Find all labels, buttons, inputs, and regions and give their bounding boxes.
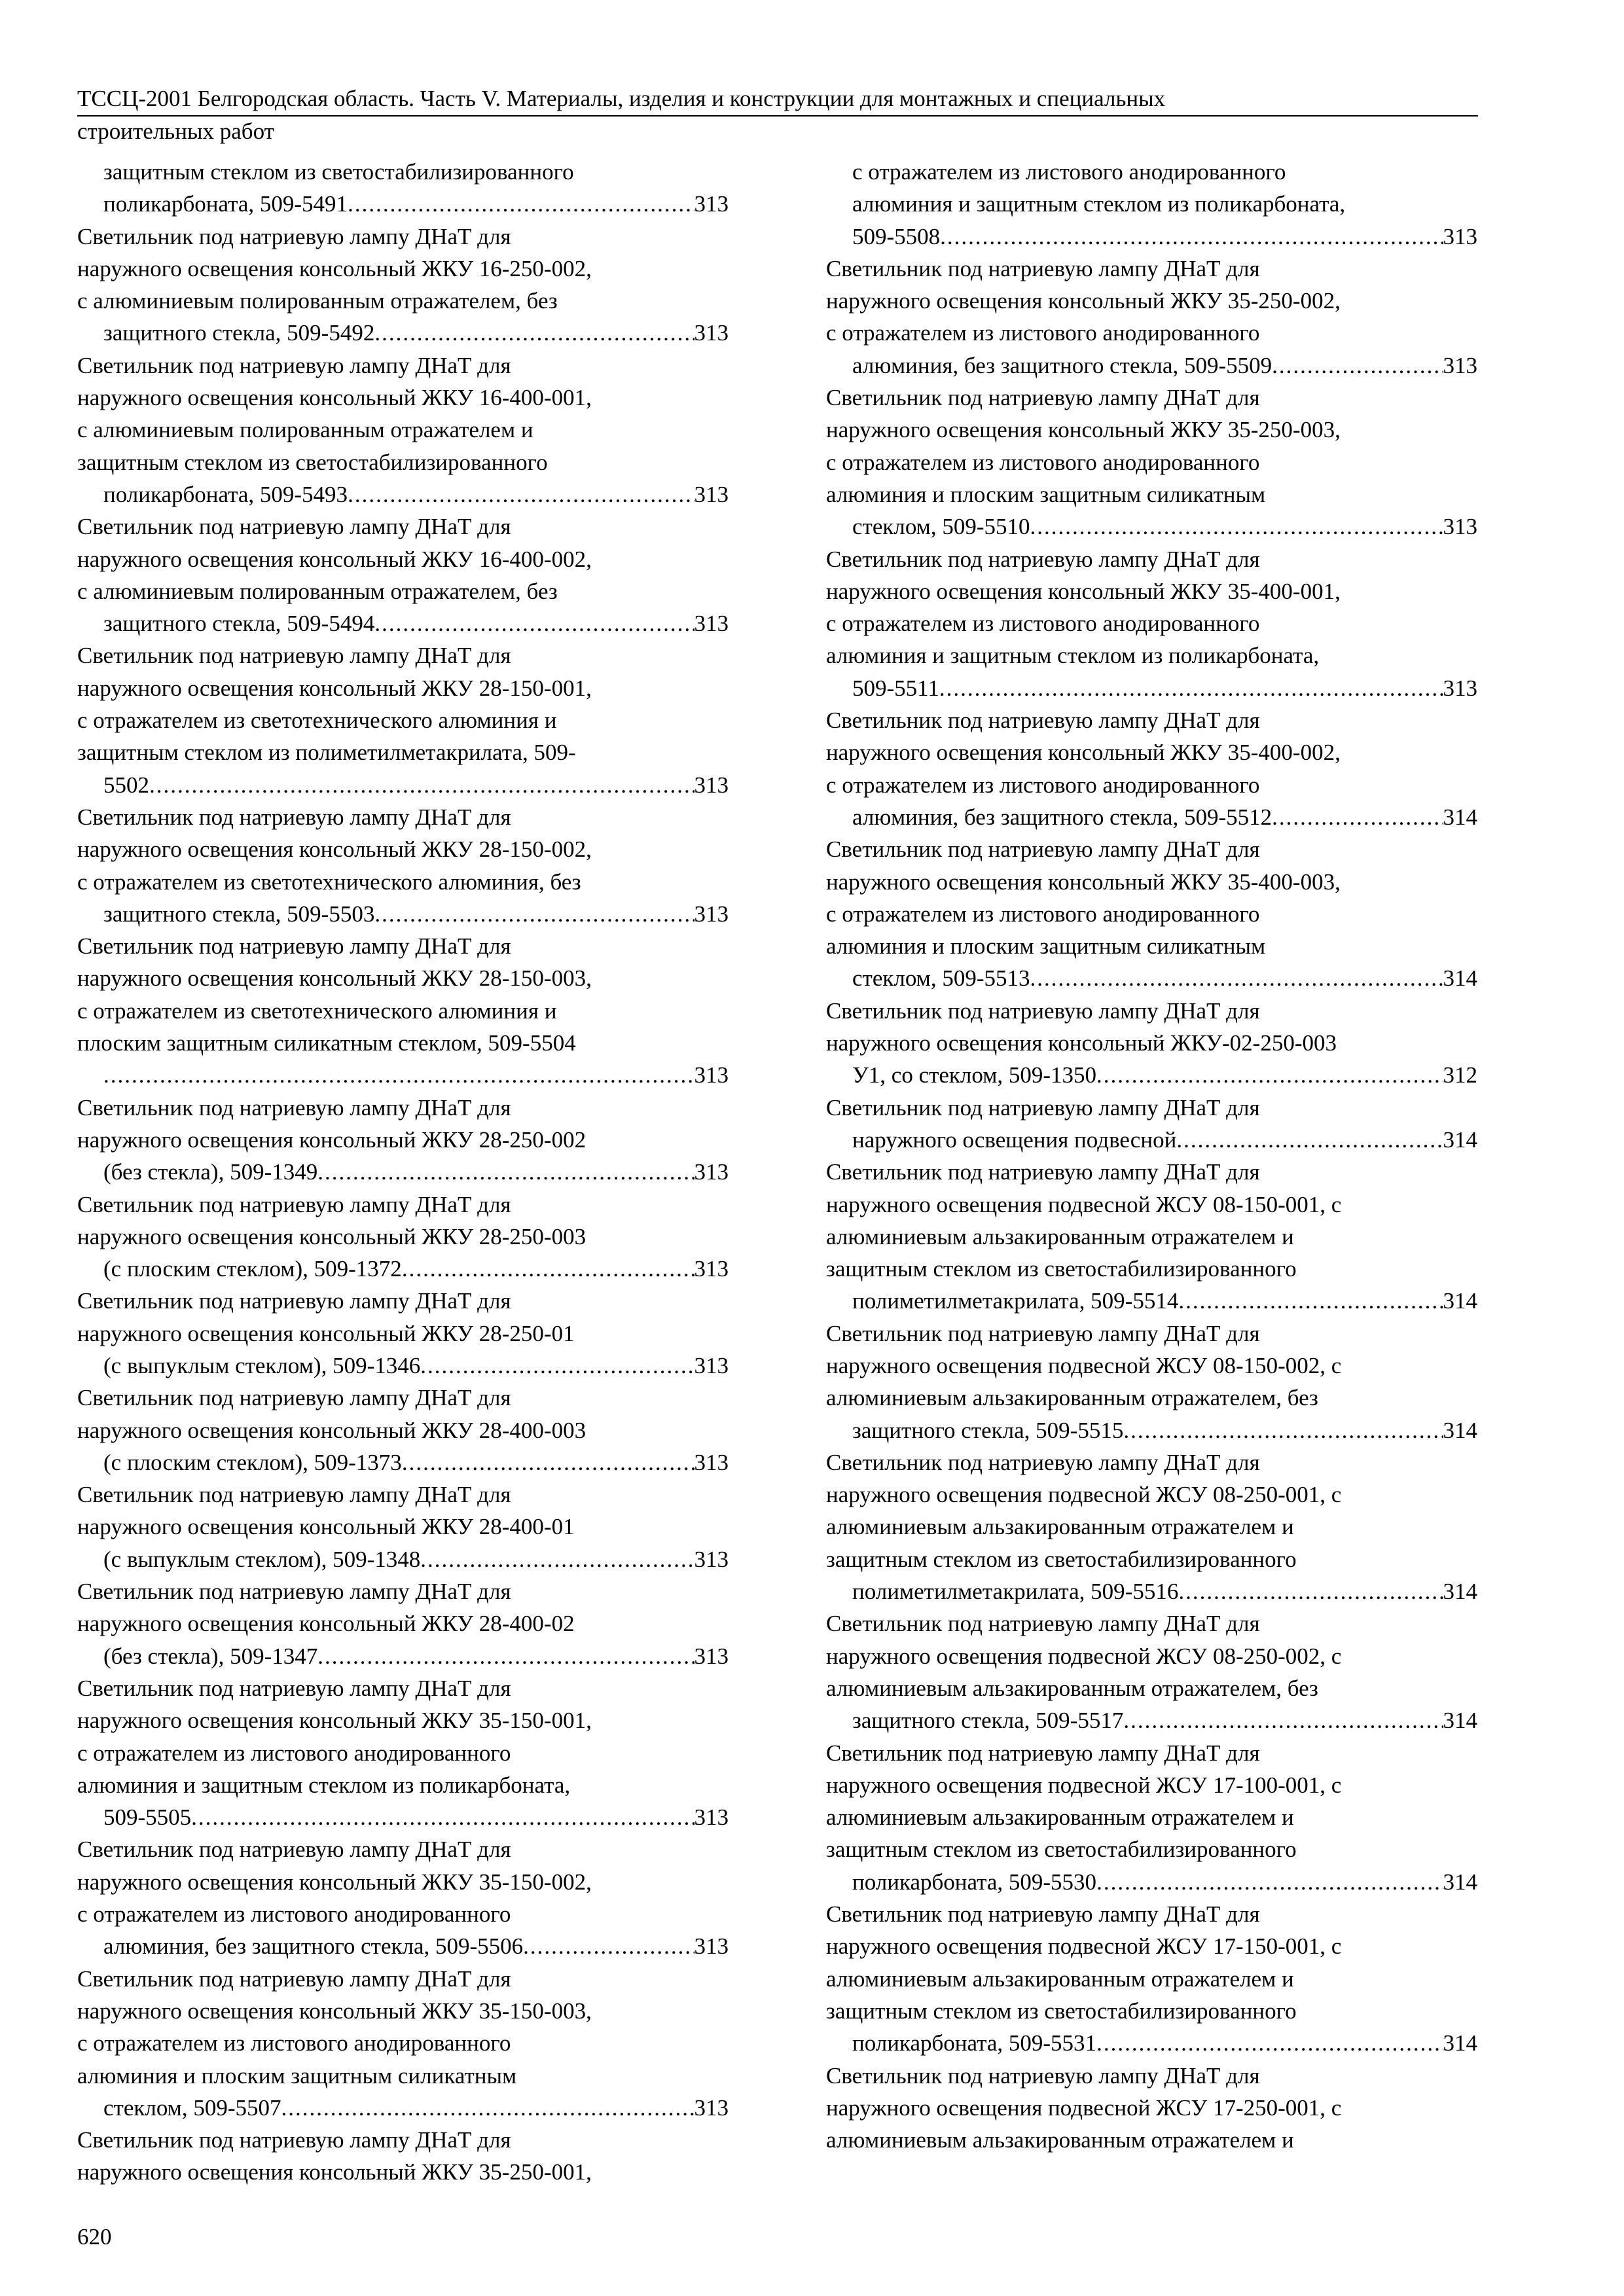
entry-page-number: 313 [694, 1933, 729, 1960]
index-entry [77, 221, 729, 350]
entry-last-text: полиметилметакрилата, 509-5516 [852, 1579, 1179, 1605]
entry-last-text: (с выпуклым стеклом), 509-1346 [103, 1352, 421, 1378]
index-entry [826, 543, 1477, 704]
entry-last-line [852, 1059, 1477, 1091]
entry-text-line: наружного освещения подвесной ЖСУ 08-250-001, с [826, 1482, 1342, 1508]
index-entry [826, 382, 1477, 543]
entry-last-text: 5502 [103, 772, 149, 798]
entry-last-text: стеклом, 509-5510 [852, 514, 1030, 540]
entry-last-line [103, 188, 729, 220]
index-entry [826, 995, 1477, 1092]
index-entry [77, 1479, 729, 1575]
entry-text-line: алюминиевым альзакированным отражателем, без [826, 1385, 1318, 1411]
entry-text-line: Светильник под натриевую лампу ДНаТ для [826, 255, 1260, 281]
entry-page-number: 313 [694, 1804, 729, 1831]
index-entry [826, 1318, 1477, 1446]
entry-page-number: 313 [694, 901, 729, 927]
page-header [77, 84, 1478, 147]
dot-leader [149, 769, 695, 801]
entry-last-text: поликарбоната, 509-5493 [103, 481, 348, 507]
entry-last-text: поликарбоната, 509-5530 [852, 1869, 1097, 1895]
entry-last-line [852, 1124, 1477, 1156]
index-entry [77, 1092, 729, 1189]
dot-leader [1178, 1575, 1443, 1607]
entry-page-number: 313 [694, 611, 729, 637]
entry-last-line [852, 672, 1477, 704]
entry-page-number: 313 [694, 1546, 729, 1572]
entry-last-text: (с плоским стеклом), 509-1372 [103, 1256, 402, 1282]
entry-page-number: 314 [1443, 1288, 1477, 1314]
entry-text-line: Светильник под натриевую лампу ДНаТ для [77, 804, 511, 830]
entry-text-line: Светильник под натриевую лампу ДНаТ для [77, 1965, 511, 1992]
dot-leader [317, 1640, 694, 1672]
entry-page-number: 313 [694, 2094, 729, 2121]
index-entry [826, 1446, 1477, 1607]
entry-text-line: наружного освещения консольный ЖКУ 28-400-02 [77, 1611, 575, 1637]
entry-last-text: (с выпуклым стеклом), 509-1348 [103, 1546, 421, 1572]
dot-leader [420, 1543, 694, 1575]
entry-text-line: наружного освещения консольный ЖКУ-02-250-003 [826, 1030, 1337, 1056]
entry-text-line: с отражателем из светотехнического алюминия, без [77, 869, 581, 895]
entry-text-line: наружного освещения консольный ЖКУ 28-400-01 [77, 1514, 575, 1540]
entry-last-line [852, 962, 1477, 994]
entry-last-line [852, 1575, 1477, 1607]
entry-page-number: 313 [694, 1643, 729, 1669]
entry-text-line: алюминиевым альзакированным отражателем и [826, 1223, 1294, 1249]
entry-text-line: Светильник под натриевую лампу ДНаТ для [77, 1675, 511, 1701]
entry-text-line: защитным стеклом из светостабилизированного [826, 1837, 1297, 1863]
entry-last-text: защитного стекла, 509-5494 [103, 611, 375, 637]
entry-text-line: наружного освещения консольный ЖКУ 35-150-001, [77, 1708, 592, 1734]
entry-text-line: защитным стеклом из светостабилизированного [826, 1998, 1297, 2024]
index-entry [77, 801, 729, 930]
entry-text-line: алюминия и плоским защитным силикатным [826, 481, 1266, 507]
entry-last-text: защитного стекла, 509-5517 [852, 1708, 1124, 1734]
entry-text-line: с отражателем из листового анодированного [852, 159, 1286, 185]
index-entry [826, 156, 1477, 253]
entry-text-line: Светильник под натриевую лампу ДНаТ для [77, 223, 511, 249]
index-entry [826, 2060, 1477, 2157]
entry-text-line: Светильник под натриевую лампу ДНаТ для [826, 1094, 1260, 1121]
entry-last-text: защитного стекла, 509-5515 [852, 1417, 1124, 1443]
entry-last-line [852, 801, 1477, 833]
entry-last-text: алюминия, без защитного стекла, 509-5509 [852, 352, 1272, 378]
entry-text-line: Светильник под натриевую лампу ДНаТ для [77, 1579, 511, 1605]
entry-text-line: Светильник под натриевую лампу ДНаТ для [77, 643, 511, 669]
entry-page-number: 314 [1443, 1869, 1477, 1895]
dot-leader [1272, 801, 1443, 833]
entry-text-line: Светильник под натриевую лампу ДНаТ для [826, 1320, 1260, 1346]
entry-last-line [103, 2092, 729, 2124]
entry-text-line: наружного освещения консольный ЖКУ 28-250-002 [77, 1126, 586, 1153]
entry-page-number: 314 [1443, 804, 1477, 830]
entry-last-text: алюминия, без защитного стекла, 509-5512 [852, 804, 1272, 830]
index-entry [826, 253, 1477, 382]
entry-last-line [852, 1414, 1477, 1446]
entry-text-line: Светильник под натриевую лампу ДНаТ для [77, 1288, 511, 1314]
dot-leader [281, 2092, 694, 2124]
entry-text-line: Светильник под натриевую лампу ДНаТ для [77, 514, 511, 540]
entry-last-text: защитного стекла, 509-5503 [103, 901, 375, 927]
entry-text-line: наружного освещения консольный ЖКУ 35-250-002, [826, 288, 1341, 314]
entry-text-line: алюминиевым альзакированным отражателем и [826, 1965, 1294, 1992]
dot-leader [402, 1446, 695, 1479]
entry-page-number: 314 [1443, 1579, 1477, 1605]
entry-page-number: 314 [1443, 1708, 1477, 1734]
entry-page-number: 313 [1443, 352, 1477, 378]
entry-text-line: наружного освещения консольный ЖКУ 35-150-002, [77, 1869, 592, 1895]
entry-last-text: (без стекла), 509-1349 [103, 1159, 318, 1185]
entry-page-number: 313 [694, 1352, 729, 1378]
entry-text-line: с отражателем из листового анодированного [77, 1901, 511, 1928]
entry-text-line: алюминия и плоским защитным силикатным [826, 933, 1266, 960]
dot-leader [1030, 511, 1443, 543]
dot-leader [1096, 1866, 1443, 1898]
entry-text-line: наружного освещения подвесной ЖСУ 17-100-001, с [826, 1772, 1342, 1798]
index-entry [826, 1737, 1477, 1898]
index-entry [77, 930, 729, 1091]
entry-text-line: защитным стеклом из светостабилизированного [826, 1256, 1297, 1282]
entry-page-number: 314 [1443, 1417, 1477, 1443]
index-entry [826, 1092, 1477, 1157]
entry-text-line: Светильник под натриевую лампу ДНаТ для [77, 1482, 511, 1508]
entry-text-line: наружного освещения консольный ЖКУ 16-250-002, [77, 255, 592, 281]
entry-text-line: наружного освещения подвесной ЖСУ 17-150-001, с [826, 1933, 1342, 1960]
dot-leader [523, 1930, 694, 1962]
entry-text-line: алюминия и защитным стеклом из поликарбоната, [77, 1772, 571, 1798]
entry-last-line [103, 607, 729, 639]
entry-text-line: наружного освещения консольный ЖКУ 16-400-002, [77, 546, 592, 572]
entry-last-text: 509-5511 [852, 675, 939, 701]
entry-last-text: защитного стекла, 509-5492 [103, 320, 375, 346]
entry-text-line: с отражателем из листового анодированного [826, 772, 1260, 798]
entry-text-line: с алюминиевым полированным отражателем и [77, 417, 533, 443]
entry-last-line [103, 769, 729, 801]
dot-leader [348, 188, 694, 220]
entry-last-line [103, 317, 729, 349]
dot-leader [420, 1350, 694, 1382]
index-entry [826, 1156, 1477, 1317]
dot-leader [1178, 1285, 1443, 1317]
entry-page-number: 313 [1443, 223, 1477, 249]
index-entry [77, 1382, 729, 1479]
entry-text-line: наружного освещения подвесной ЖСУ 08-150-002, с [826, 1352, 1342, 1378]
entry-page-number: 313 [694, 1062, 729, 1088]
entry-text-line: наружного освещения консольный ЖКУ 16-400-001, [77, 385, 592, 411]
entry-text-line: наружного освещения консольный ЖКУ 35-150-003, [77, 1998, 592, 2024]
entry-last-text: полиметилметакрилата, 509-5514 [852, 1288, 1179, 1314]
entry-text-line: с отражателем из светотехнического алюминия и [77, 997, 557, 1024]
entry-text-line: с отражателем из листового анодированного [77, 1740, 511, 1766]
index-entry [826, 704, 1477, 833]
dot-leader [374, 898, 694, 930]
entry-last-text: (без стекла), 509-1347 [103, 1643, 318, 1669]
index-entry [77, 1672, 729, 1833]
entry-text-line: Светильник под натриевую лампу ДНаТ для [77, 2127, 511, 2153]
entry-text-line: с отражателем из светотехнического алюминия и [77, 708, 557, 734]
entry-page-number: 314 [1443, 965, 1477, 992]
index-entry [77, 511, 729, 639]
entry-last-line [103, 1156, 729, 1188]
dot-leader [191, 1801, 694, 1833]
entry-last-line [103, 1801, 729, 1833]
index-entry [77, 156, 729, 221]
entry-page-number: 313 [694, 191, 729, 217]
entry-last-line [103, 1253, 729, 1285]
entry-text-line: наружного освещения консольный ЖКУ 35-250-003, [826, 417, 1341, 443]
entry-text-line: наружного освещения консольный ЖКУ 35-400-002, [826, 740, 1341, 766]
entry-last-line [103, 1446, 729, 1479]
entry-text-line: Светильник под натриевую лампу ДНаТ для [77, 933, 511, 960]
entry-page-number: 314 [1443, 1126, 1477, 1153]
entry-text-line: Светильник под натриевую лампу ДНаТ для [77, 1385, 511, 1411]
entry-text-line: защитным стеклом из светостабилизированного [77, 449, 548, 475]
entry-last-line [103, 1930, 729, 1962]
entry-text-line: Светильник под натриевую лампу ДНаТ для [826, 708, 1260, 734]
entry-text-line: наружного освещения консольный ЖКУ 28-150-002, [77, 836, 592, 863]
entry-text-line: наружного освещения консольный ЖКУ 35-400-001, [826, 578, 1341, 604]
entry-last-line [103, 1543, 729, 1575]
entry-text-line: наружного освещения консольный ЖКУ 35-250-001, [77, 2159, 592, 2185]
entry-last-line [852, 1866, 1477, 1898]
index-entry [77, 1833, 729, 1962]
index-entry [77, 1285, 729, 1382]
entry-text-line: Светильник под натриевую лампу ДНаТ для [826, 1901, 1260, 1928]
entry-last-text: стеклом, 509-5513 [852, 965, 1030, 992]
entry-text-line: Светильник под натриевую лампу ДНаТ для [826, 997, 1260, 1024]
dot-leader [103, 1059, 695, 1091]
dot-leader [1272, 350, 1443, 382]
entry-last-line [852, 2027, 1477, 2059]
index-entry [77, 639, 729, 800]
entry-last-line [852, 350, 1477, 382]
index-entry [826, 1898, 1477, 2059]
entry-last-line [103, 1350, 729, 1382]
index-entry [77, 350, 729, 511]
index-entry [77, 1189, 729, 1285]
entry-page-number: 313 [1443, 514, 1477, 540]
entry-text-line: Светильник под натриевую лампу ДНаТ для [826, 2062, 1260, 2089]
index-entry [826, 1607, 1477, 1736]
dot-leader [939, 672, 1443, 704]
entry-last-line [103, 898, 729, 930]
entry-text-line: с отражателем из листового анодированного [826, 611, 1260, 637]
entry-last-line [103, 478, 729, 511]
entry-text-line: Светильник под натриевую лампу ДНаТ для [77, 1191, 511, 1217]
entry-last-line [103, 1059, 729, 1091]
entry-text-line: алюминиевым альзакированным отражателем, без [826, 1675, 1318, 1701]
entry-last-text: алюминия, без защитного стекла, 509-5506 [103, 1933, 524, 1960]
entry-page-number: 313 [694, 481, 729, 507]
entry-text-line: Светильник под натриевую лампу ДНаТ для [826, 1611, 1260, 1637]
entry-text-line: плоским защитным силикатным стеклом, 509-5504 [77, 1030, 576, 1056]
entry-text-line: с алюминиевым полированным отражателем, без [77, 578, 558, 604]
dot-leader [940, 221, 1443, 253]
dot-leader [1030, 962, 1443, 994]
entry-last-text: 509-5505 [103, 1804, 192, 1831]
entry-text-line: наружного освещения консольный ЖКУ 28-150-001, [77, 675, 592, 701]
index-column-right [826, 156, 1477, 2156]
index-entry [77, 1575, 729, 1672]
entry-last-text: У1, со стеклом, 509-1350 [852, 1062, 1097, 1088]
entry-last-text: (с плоским стеклом), 509-1373 [103, 1449, 402, 1475]
dot-leader [374, 317, 694, 349]
entry-page-number: 313 [694, 1449, 729, 1475]
entry-page-number: 313 [694, 1159, 729, 1185]
entry-text-line: наружного освещения консольный ЖКУ 28-400-003 [77, 1417, 586, 1443]
entry-text-line: алюминиевым альзакированным отражателем и [826, 1514, 1294, 1540]
entry-last-line [852, 221, 1477, 253]
entry-last-text: стеклом, 509-5507 [103, 2094, 281, 2121]
entry-text-line: алюминиевым альзакированным отражателем и [826, 1804, 1294, 1831]
entry-last-line [852, 511, 1477, 543]
entry-text-line: алюминиевым альзакированным отражателем и [826, 2127, 1294, 2153]
entry-text-line: наружного освещения консольный ЖКУ 28-150-003, [77, 965, 592, 992]
index-column-left [77, 156, 729, 2189]
index-entry [77, 2124, 729, 2189]
entry-text-line: защитным стеклом из светостабилизированного [103, 159, 574, 185]
entry-text-line: наружного освещения консольный ЖКУ 28-250-003 [77, 1223, 586, 1249]
entry-text-line: Светильник под натриевую лампу ДНаТ для [77, 352, 511, 378]
dot-leader [402, 1253, 695, 1285]
entry-text-line: наружного освещения консольный ЖКУ 28-250-01 [77, 1320, 575, 1346]
entry-text-line: Светильник под натриевую лампу ДНаТ для [826, 546, 1260, 572]
entry-page-number: 313 [694, 772, 729, 798]
entry-page-number: 314 [1443, 2030, 1477, 2056]
entry-text-line: алюминия и плоским защитным силикатным [77, 2062, 517, 2089]
entry-text-line: Светильник под натриевую лампу ДНаТ для [826, 1740, 1260, 1766]
dot-leader [1123, 1704, 1443, 1736]
entry-last-text: поликарбоната, 509-5531 [852, 2030, 1097, 2056]
entry-text-line: алюминия и защитным стеклом из поликарбоната, [826, 643, 1320, 669]
dot-leader [374, 607, 694, 639]
entry-text-line: с отражателем из листового анодированного [826, 449, 1260, 475]
entry-text-line: с отражателем из листового анодированного [826, 320, 1260, 346]
dot-leader [1123, 1414, 1443, 1446]
entry-text-line: наружного освещения подвесной ЖСУ 08-150-001, с [826, 1191, 1342, 1217]
entry-text-line: с отражателем из листового анодированного [826, 901, 1260, 927]
entry-page-number: 313 [1443, 675, 1477, 701]
index-entry [826, 833, 1477, 994]
entry-text-line: наружного освещения консольный ЖКУ 35-400-003, [826, 869, 1341, 895]
entry-text-line: Светильник под натриевую лампу ДНаТ для [77, 1837, 511, 1863]
dot-leader [317, 1156, 694, 1188]
entry-page-number: 313 [694, 1256, 729, 1282]
entry-last-text: 509-5508 [852, 223, 941, 249]
header-subtitle-line: строительных работ [77, 118, 274, 144]
entry-last-line [103, 1640, 729, 1672]
entry-text-line: с алюминиевым полированным отражателем, без [77, 288, 558, 314]
entry-page-number: 313 [694, 320, 729, 346]
entry-page-number: 312 [1443, 1062, 1477, 1088]
entry-text-line: наружного освещения подвесной ЖСУ 17-250-001, с [826, 2094, 1342, 2121]
entry-text-line: с отражателем из листового анодированного [77, 2030, 511, 2056]
index-entry [77, 1963, 729, 2124]
entry-text-line: защитным стеклом из светостабилизированного [826, 1546, 1297, 1572]
dot-leader [1096, 2027, 1443, 2059]
entry-last-line [852, 1285, 1477, 1317]
header-title-line: ТССЦ-2001 Белгородская область. Часть V. Материалы, изделия и конструкции для монтажных и специальных [77, 84, 1478, 117]
page-number: 620 [77, 2224, 112, 2250]
entry-text-line: наружного освещения подвесной ЖСУ 08-250-002, с [826, 1643, 1342, 1669]
entry-text-line: защитным стеклом из полиметилметакрилата, 509- [77, 740, 576, 766]
dot-leader [1096, 1059, 1443, 1091]
entry-text-line: Светильник под натриевую лампу ДНаТ для [77, 1094, 511, 1121]
entry-last-text: поликарбоната, 509-5491 [103, 191, 348, 217]
entry-text-line: Светильник под натриевую лампу ДНаТ для [826, 836, 1260, 863]
entry-last-text: наружного освещения подвесной [852, 1126, 1177, 1153]
entry-text-line: Светильник под натриевую лампу ДНаТ для [826, 1159, 1260, 1185]
entry-last-line [852, 1704, 1477, 1736]
entry-text-line: Светильник под натриевую лампу ДНаТ для [826, 1449, 1260, 1475]
entry-text-line: Светильник под натриевую лампу ДНаТ для [826, 385, 1260, 411]
dot-leader [1176, 1124, 1443, 1156]
dot-leader [348, 478, 694, 511]
entry-text-line: алюминия и защитным стеклом из поликарбоната, [852, 191, 1346, 217]
